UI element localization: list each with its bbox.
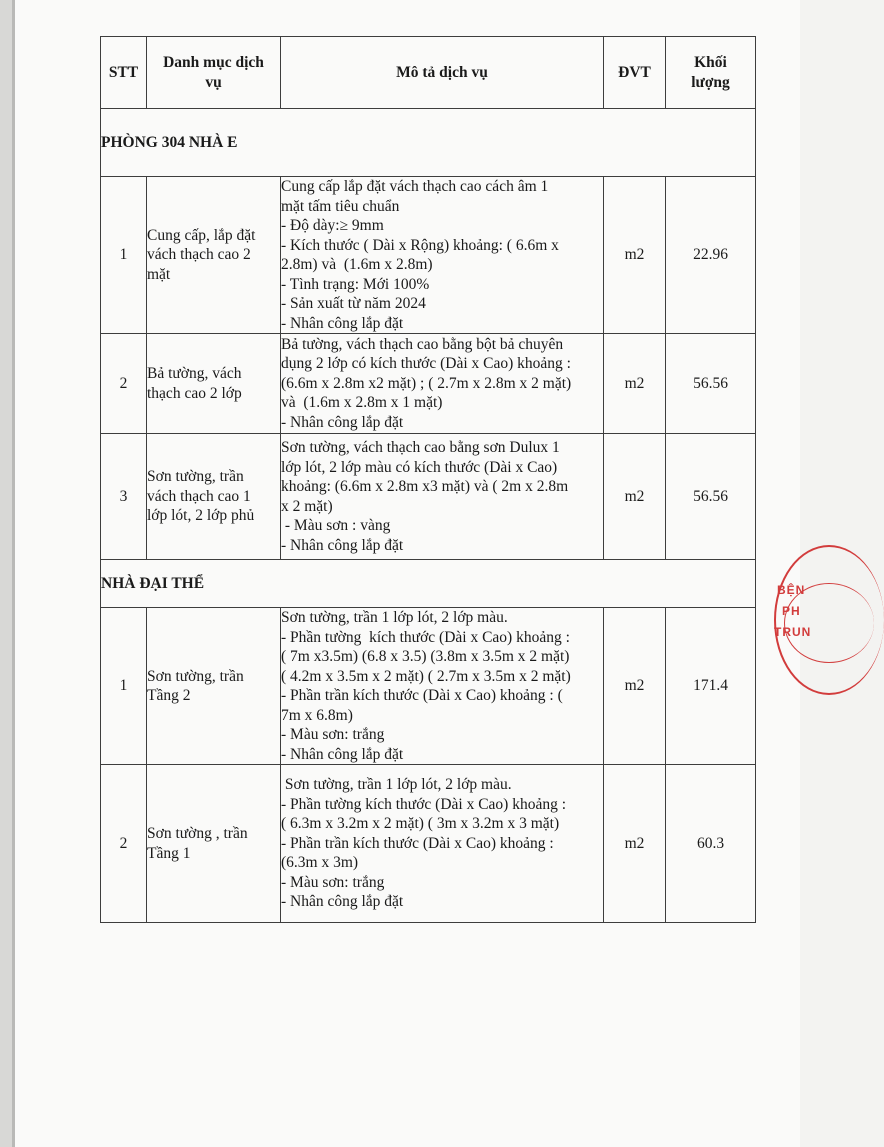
row-unit: m2 [604,765,666,923]
category-line: Bả tường, vách [147,365,242,382]
section-title: PHÒNG 304 NHÀ E [101,109,756,177]
row-description [281,434,604,560]
table-body [101,109,756,923]
row-unit: m2 [604,434,666,560]
section-row [101,109,756,177]
description-line: - Nhân công lắp đặt [281,536,404,554]
description-line: Sơn tường, trần 1 lớp lót, 2 lớp màu. [281,609,508,626]
category-line: lớp lót, 2 lớp phủ [147,507,255,525]
description-line: Sơn tường, trần 1 lớp lót, 2 lớp màu. [281,776,512,794]
description-line: Sơn tường, vách thạch cao bằng sơn Dulux 1 [281,439,560,456]
header-quantity [666,37,756,109]
description-line: Cung cấp lắp đặt vách thạch cao cách âm 1 [281,178,549,195]
description-line: - Tình trạng: Mới 100% [281,275,430,293]
description-line: (6.6m x 2.8m x2 mặt) ; ( 2.7m x 2.8m x 2 mặt) [281,374,572,392]
stamp-text: BỆN [777,583,806,597]
row-stt: 1 [101,177,147,334]
description-line: - Phần tường kích thước (Dài x Cao) khoảng : [281,628,570,646]
description-line: 7m x 6.8m) [281,706,353,724]
header-category [147,37,281,109]
description-line: khoảng: (6.6m x 2.8m x3 mặt) và ( 2m x 2.8m [281,478,569,495]
row-quantity: 56.56 [666,434,756,560]
row-category [147,765,281,923]
row-description [281,177,604,334]
description-line: mặt tấm tiêu chuẩn [281,197,400,215]
description-line: dụng 2 lớp có kích thước (Dài x Cao) khoảng : [281,355,571,373]
row-stt: 3 [101,434,147,560]
stamp-text: PH [782,604,801,618]
description-line: ( 6.3m x 3.2m x 2 mặt) ( 3m x 3.2m x 3 mặt) [281,815,560,833]
description-line: - Phần trần kích thước (Dài x Cao) khoảng : [281,834,554,852]
description-line: - Phần tường kích thước (Dài x Cao) khoảng : [281,795,567,813]
header-quantity-line: lượng [691,73,730,91]
description-line: - Nhân công lắp đặt [281,745,404,763]
category-line: Sơn tường, trần [147,468,244,486]
description-line: lớp lót, 2 lớp màu có kích thước (Dài x Cao) [281,458,558,476]
header-category-line: vụ [205,73,222,91]
header-quantity-line: Khối [694,54,727,71]
red-stamp [760,545,820,695]
description-line: - Nhân công lắp đặt [281,893,404,911]
description-line: - Nhân công lắp đặt [281,413,404,431]
category-line: mặt [147,265,171,283]
stamp-text: TRUN [774,625,812,639]
table-row [101,434,756,560]
section-title: NHÀ ĐẠI THỂ [101,560,756,608]
section-row [101,560,756,608]
table-row [101,608,756,765]
row-unit: m2 [604,608,666,765]
category-line: vách thạch cao 1 [147,487,251,505]
description-line: (6.3m x 3m) [281,854,359,872]
row-quantity: 56.56 [666,334,756,434]
header-description: Mô tả dịch vụ [281,37,604,109]
row-quantity: 60.3 [666,765,756,923]
category-line: Cung cấp, lắp đặt [147,226,256,244]
description-line: - Màu sơn: trắng [281,726,385,743]
category-line: Tầng 1 [147,844,191,862]
header-unit: ĐVT [604,37,666,109]
description-line: 2.8m) và (1.6m x 2.8m) [281,256,433,273]
row-description [281,765,604,923]
row-description [281,608,604,765]
row-category [147,177,281,334]
header-row [101,37,756,109]
service-table [100,36,756,923]
table-row [101,177,756,334]
header-stt: STT [101,37,147,109]
row-quantity: 22.96 [666,177,756,334]
row-stt: 2 [101,334,147,434]
description-line: ( 4.2m x 3.5m x 2 mặt) ( 2.7m x 3.5m x 2 mặt) [281,667,571,685]
row-stt: 2 [101,765,147,923]
category-line: Sơn tường, trần [147,667,244,685]
row-stt: 1 [101,608,147,765]
description-line: Bả tường, vách thạch cao bằng bột bả chuyên [281,335,564,353]
row-category [147,608,281,765]
description-line: - Phần trần kích thước (Dài x Cao) khoảng : ( [281,687,563,704]
description-line: - Màu sơn: trắng [281,873,385,891]
row-description [281,334,604,434]
description-line: - Kích thước ( Dài x Rộng) khoảng: ( 6.6m x [281,236,559,254]
description-line: ( 7m x3.5m) (6.8 x 3.5) (3.8m x 3.5m x 2 mặt) [281,648,570,665]
category-line: vách thạch cao 2 [147,246,251,264]
table-row [101,334,756,434]
page-edge [0,0,12,1147]
row-category [147,434,281,560]
description-line: - Màu sơn : vàng [281,517,391,534]
category-line: Tầng 2 [147,687,191,704]
category-line: Sơn tường , trần [147,825,248,842]
category-line: thạch cao 2 lớp [147,384,242,402]
header-category-line: Danh mục dịch [163,54,264,71]
description-line: x 2 mặt) [281,497,333,515]
table-row [101,765,756,923]
row-unit: m2 [604,177,666,334]
row-category [147,334,281,434]
description-line: - Sản xuất từ năm 2024 [281,295,426,312]
description-line: - Độ dày:≥ 9mm [281,217,384,234]
row-unit: m2 [604,334,666,434]
description-line: - Nhân công lắp đặt [281,314,404,332]
description-line: và (1.6m x 2.8m x 1 mặt) [281,394,443,412]
row-quantity: 171.4 [666,608,756,765]
